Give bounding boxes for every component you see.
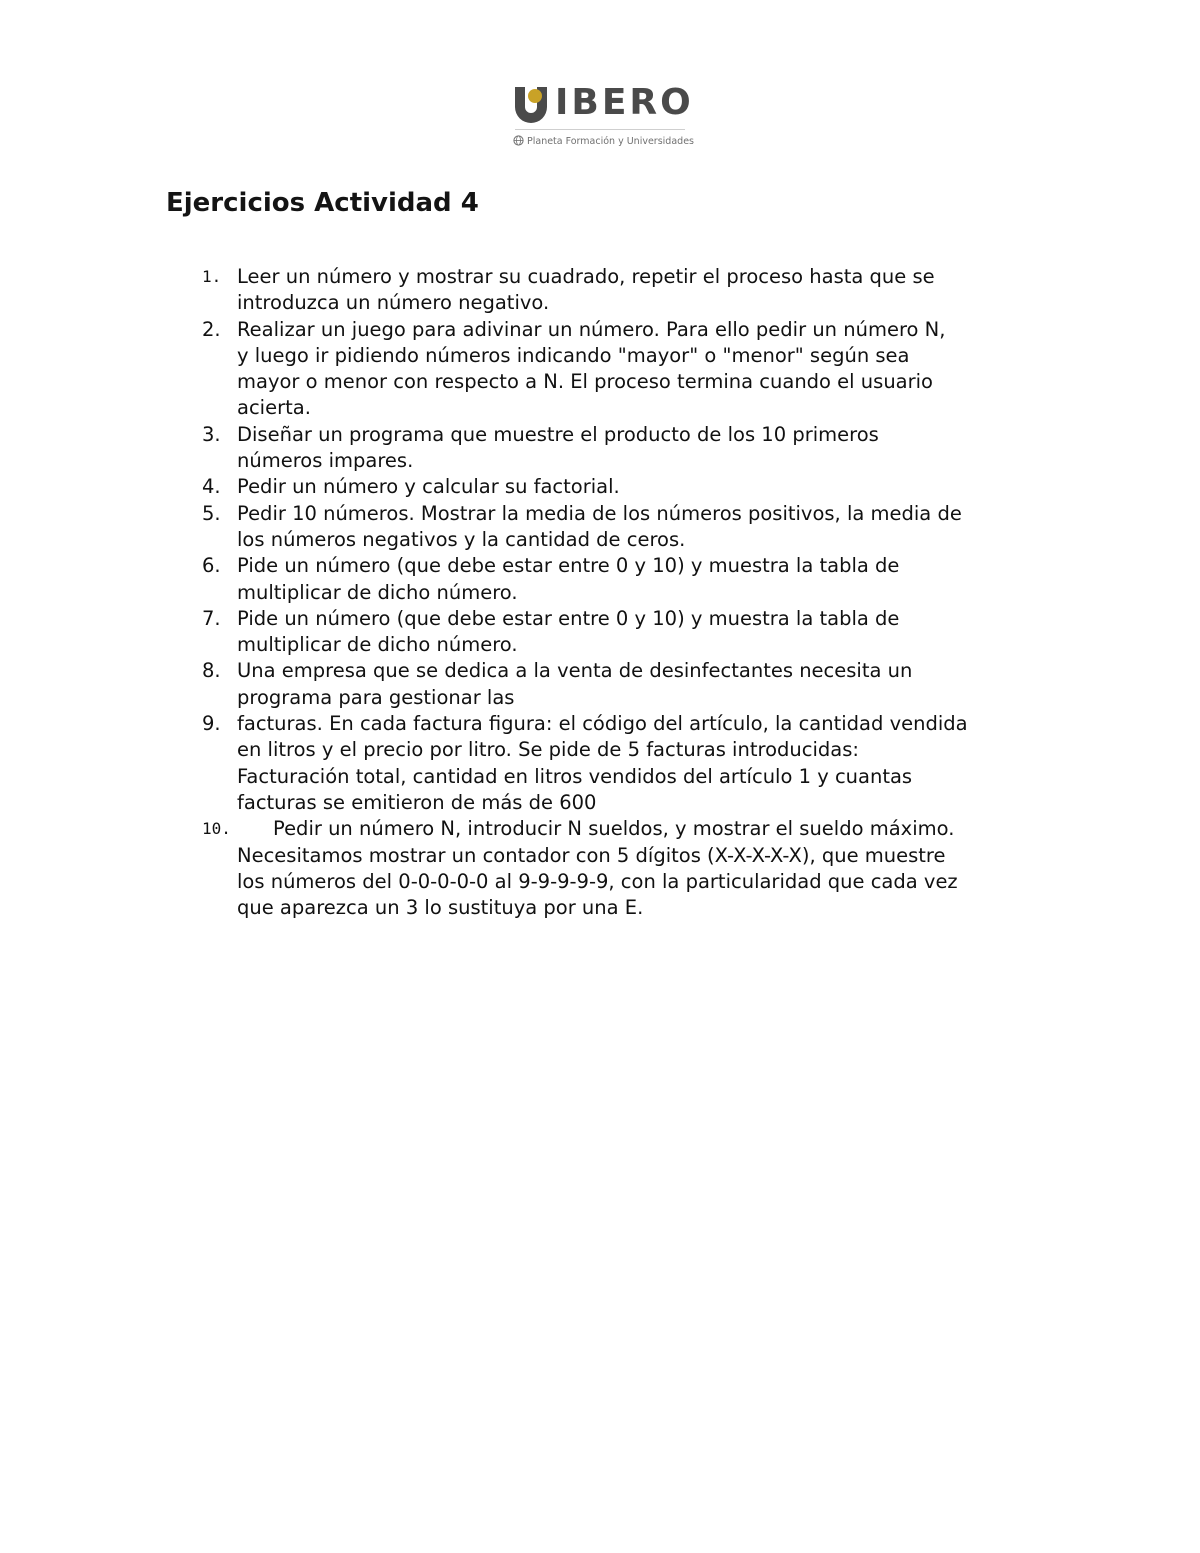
list-item-line: Una empresa que se dedica a la venta de desinfectantes necesita un [237,659,913,683]
list-item-line: Leer un número y mostrar su cuadrado, repetir el proceso hasta que se [237,265,935,288]
list-item-line: números impares. [237,449,414,473]
list-item-line: multiplicar de dicho número. [237,580,518,604]
list-item-line: Pide un número (que debe estar entre 0 y 10) y muestra la tabla de [237,606,900,630]
logo-tagline-text: Planeta Formación y Universidades [527,136,694,147]
list-item-line: los números del 0-0-0-0-0 al 9-9-9-9-9, con la particularidad que cada vez [237,869,958,893]
page-title: Ejercicios Actividad 4 [166,188,479,218]
list-item [0,658,1200,711]
list-item-line: Realizar un juego para adivinar un número. Para ello pedir un número N, [237,317,946,341]
list-item-number: 10. [202,819,231,839]
list-item-number: 9. [202,712,221,736]
logo-wordmark: IBERO [555,82,694,123]
list-item [0,474,1200,500]
list-item-number: 3. [202,422,221,446]
list-item-number: 6. [202,554,221,578]
list-item-number: 8. [202,659,221,683]
list-item-line: Pide un número (que debe estar entre 0 y 10) y muestra la tabla de [237,554,900,578]
list-item-line: Facturación total, cantidad en litros vendidos del artículo 1 y cuantas [237,764,913,788]
list-item-number: 1. [202,267,222,286]
list-item [0,264,1200,317]
list-item-line: facturas se emitieron de más de 600 [237,790,597,814]
list-item [0,606,1200,659]
list-item-line: y luego ir pidiendo números indicando "mayor" o "menor" según sea [237,343,910,367]
list-item-number: 5. [202,501,221,525]
list-item-line: Pedir un número N, introducir N sueldos, y mostrar el sueldo máximo. [273,817,955,841]
ibero-u-mark-icon [513,85,549,125]
list-item-number: 7. [202,606,221,630]
ibero-logo [513,82,694,152]
list-item-number: 4. [202,475,221,499]
list-item-line: introduzca un número negativo. [237,291,550,315]
list-item-line: programa para gestionar las [237,685,515,709]
list-item-line: mayor o menor con respecto a N. El proceso termina cuando el usuario [237,370,933,394]
list-item [0,553,1200,606]
list-item-line: facturas. En cada factura figura: el código del artículo, la cantidad vendida [237,712,968,736]
list-item-line: que aparezca un 3 lo sustituya por una E. [237,896,644,920]
list-item-line: Necesitamos mostrar un contador con 5 dígitos (X-X-X-X-X), que muestre [237,843,946,867]
list-item-line: en litros y el precio por litro. Se pide de 5 facturas introducidas: [237,738,859,762]
logo-tagline [513,135,694,149]
list-item [0,711,1200,816]
list-item-number: 2. [202,317,221,341]
exercise-list [0,264,1200,921]
globe-icon [513,135,524,146]
list-item-line: acierta. [237,396,311,420]
list-item-line: los números negativos y la cantidad de ceros. [237,527,686,551]
list-item [0,816,1200,921]
list-item [0,317,1200,422]
logo-divider [515,129,685,130]
list-item-line: multiplicar de dicho número. [237,633,518,657]
list-item [0,422,1200,475]
list-item-line: Pedir un número y calcular su factorial. [237,475,620,499]
list-item [0,501,1200,554]
list-item-line: Diseñar un programa que muestre el producto de los 10 primeros [237,422,879,446]
list-item-line: Pedir 10 números. Mostrar la media de los números positivos, la media de [237,501,962,525]
